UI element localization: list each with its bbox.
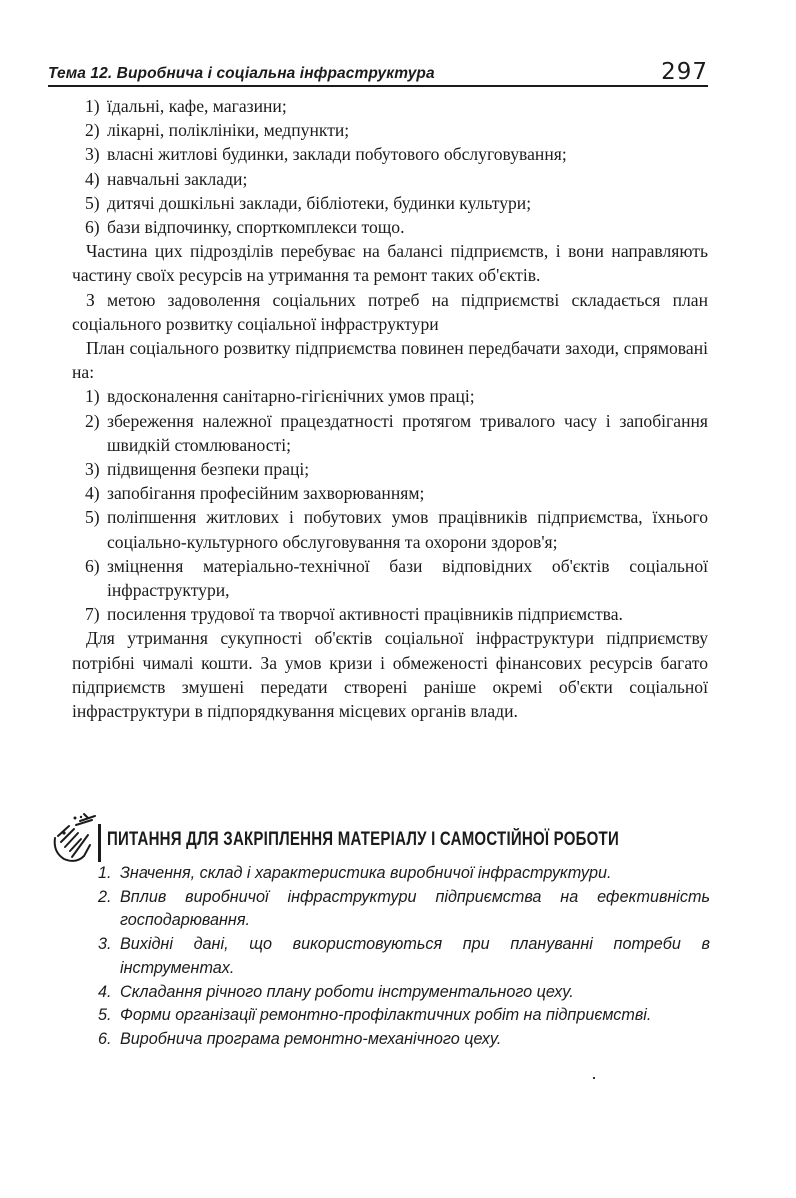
header-title: Тема 12. Виробнича і соціальна інфраструктура — [48, 65, 435, 82]
list-item-number: 3) — [85, 459, 100, 480]
list-item-text: бази відпочинку, спорткомплекси тощо. — [107, 217, 405, 238]
list-item-text: підвищення безпеки праці; — [107, 459, 310, 480]
list-item-number: 1) — [85, 96, 100, 116]
paragraph-measures: План соціального розвитку підприємства повинен передбачати заходи, спрямовані на: — [72, 338, 708, 383]
hand-writing-icon — [50, 812, 98, 864]
list-item-text: поліпшення житлових і побутових умов працівників підприємства, їхнього соціально-культурного обслуговування та охорони здоров'я; — [107, 507, 708, 552]
paragraph-balance: Частина цих підрозділів перебуває на балансі підприємств, і вони направляють частину своїх ресурсів на утримання та ремонт таких об'єктів. — [72, 241, 708, 286]
question-item — [98, 886, 710, 933]
list-item-text: лікарні, поліклініки, медпункти; — [107, 120, 350, 141]
list-item — [72, 167, 708, 191]
question-text: Форми організації ремонтно-профілактичних робіт на підприємстві. — [120, 1006, 652, 1025]
list-item-text: навчальні заклади; — [107, 168, 248, 189]
list-item — [72, 215, 708, 239]
list-item — [72, 384, 708, 408]
list-item — [72, 505, 708, 553]
header-rule — [48, 85, 708, 87]
list-item-number: 5) — [85, 507, 100, 528]
list-item-number: 5) — [85, 192, 100, 213]
list-item-number: 6) — [85, 555, 100, 576]
question-item — [98, 1004, 710, 1028]
paragraph-funding: Для утримання сукупності об'єктів соціальної інфраструктури підприємству потрібні чималі кошти. За умов кризи і обмеженості фінансових ресурсів багато підприємств змушені передати створені раніше окремі об'єкти соціальної інфраструктури в підпорядкування місцевих органів влади. — [72, 628, 708, 722]
list-item-text: запобігання професійним захворюванням; — [107, 483, 425, 504]
question-number: 3. — [98, 935, 112, 954]
question-number: 5. — [98, 1006, 112, 1025]
list-item — [72, 602, 708, 626]
list-item-text: власні житлові будинки, заклади побутового обслуговування; — [107, 144, 567, 165]
list-item — [72, 94, 708, 118]
page-number: 297 — [661, 59, 708, 85]
list-item-number: 4) — [85, 483, 100, 504]
list-item — [72, 554, 708, 602]
list-item-text: зміцнення матеріально-технічної бази відповідних об'єктів соціальної інфраструктури, — [107, 555, 708, 601]
list-item-number: 2) — [85, 410, 100, 431]
list-item-number: 4) — [85, 168, 100, 189]
section-heading — [50, 812, 710, 864]
section-divider — [98, 824, 101, 862]
measures-list — [72, 384, 708, 626]
question-text: Значення, склад і характеристика виробничої інфраструктури. — [120, 864, 612, 882]
list-item-text: дитячі дошкільні заклади, бібліотеки, будинки культури; — [107, 192, 532, 213]
question-text: Виробнича програма ремонтно-механічного цеху. — [120, 1029, 502, 1048]
list-item-number: 1) — [85, 386, 100, 407]
list-item-number: 2) — [85, 120, 100, 141]
question-item — [98, 981, 710, 1005]
question-number: 6. — [98, 1029, 112, 1048]
print-speck — [593, 1077, 595, 1079]
section-title: ПИТАННЯ ДЛЯ ЗАКРІПЛЕННЯ МАТЕРІАЛУ І САМОСТІЙНОЇ РОБОТИ — [107, 829, 619, 850]
question-item — [98, 1028, 710, 1052]
list-item-number: 6) — [85, 217, 100, 238]
list-item — [72, 142, 708, 166]
question-text: Вплив виробничої інфраструктури підприємства на ефективність господарювання. — [120, 887, 710, 930]
questions-list — [98, 862, 710, 1052]
facilities-list — [72, 94, 708, 239]
body-text — [72, 94, 708, 723]
question-number: 2. — [98, 887, 112, 906]
question-number: 4. — [98, 982, 112, 1001]
list-item-text: посилення трудової та творчої активності працівників підприємства. — [107, 604, 623, 625]
question-item — [98, 862, 710, 886]
list-item-text: збереження належної працездатності протягом тривалого часу і запобігання швидкій стомлюваності; — [107, 410, 708, 455]
list-item-number: 7) — [85, 604, 100, 625]
list-item-text: вдосконалення санітарно-гігієнічних умов праці; — [107, 386, 475, 407]
question-text: Складання річного плану роботи інструментального цеху. — [120, 982, 574, 1001]
running-header — [48, 55, 708, 87]
question-number: 1. — [98, 864, 112, 882]
question-text: Вихідні дані, що використовуються при плануванні потреби в інструментах. — [120, 935, 710, 977]
paragraph-plan: З метою задоволення соціальних потреб на підприємстві складається план соціального розвитку соціальної інфраструктури — [72, 289, 708, 334]
list-item — [72, 481, 708, 505]
list-item — [72, 457, 708, 481]
question-item — [98, 933, 710, 980]
list-item — [72, 191, 708, 215]
list-item — [72, 409, 708, 457]
list-item-text: їдальні, кафе, магазини; — [107, 96, 287, 116]
list-item — [72, 118, 708, 142]
list-item-number: 3) — [85, 144, 100, 165]
